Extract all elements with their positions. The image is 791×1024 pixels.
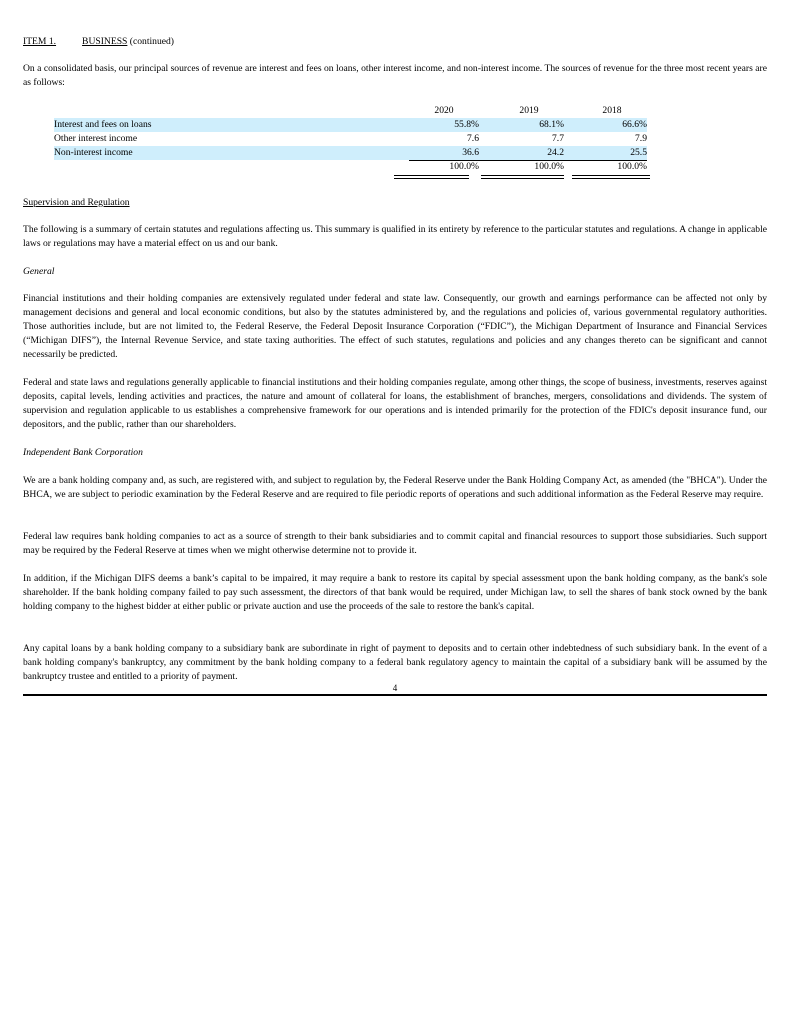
row-value: 68.1% (539, 119, 564, 130)
item-heading (23, 35, 174, 49)
intro-paragraph: On a consolidated basis, our principal sources of revenue are interest and fees on loans, other interest income, and non-interest income. The sources of revenue for the three most recent years are as follows: (23, 63, 767, 88)
ibc-paragraph-3: In addition, if the Michigan DIFS deems a bank’s capital to be impaired, it may require a bank to restore its capital by special assessment upon the bank holding company, as the bank's sole shareholder. If the bank holding company failed to pay such assessment, the directors of that bank would be required, under Michigan law, to sell the shares of bank stock owned by the bank holding company to the highest bidder at either public or private auction and use the proceeds of the sale to restore the bank's capital. (23, 573, 767, 612)
year-header: 2020 (434, 105, 454, 116)
row-label: Non-interest income (54, 147, 133, 158)
ibc-paragraph-2: Federal law requires bank holding companies to act as a source of strength to their bank subsidiaries and to commit capital and financial resources to support those subsidiaries. Such support may be required by the Federal Reserve at times when we might otherwise determine not to provide it. (23, 531, 767, 556)
footer-rule (23, 694, 767, 696)
total-value: 100.0% (449, 161, 479, 172)
ibc-paragraph-1: We are a bank holding company and, as such, are registered with, and subject to regulation by, the Federal Reserve under the Bank Holding Company Act, as amended (the "BHCA"). Under the BHCA, we are subject to periodic examination by the Federal Reserve and are required to file periodic reports of operations and such additional information as the Federal Reserve may require. (23, 475, 767, 500)
table-row (54, 146, 647, 160)
table-header-row (54, 104, 647, 118)
subsection-title-ibc: Independent Bank Corporation (23, 447, 143, 458)
total-value: 100.0% (534, 161, 564, 172)
row-value: 7.6 (467, 133, 479, 144)
total-value: 100.0% (617, 161, 647, 172)
total-double-rule (572, 175, 650, 179)
row-value: 7.9 (635, 133, 647, 144)
general-paragraph-2: Federal and state laws and regulations generally applicable to financial institutions and their holding companies regulate, among other things, the scope of business, investments, reserves against deposits, capital levels, lending activities and practices, the nature and amount of collateral for loans, the establishment of branches, mergers, consolidations and dividends. The system of supervision and regulation applicable to us establishes a comprehensive framework for our operations and is intended primarily for the protection of the FDIC's deposit insurance fund, our depositors, and the public, rather than our shareholders. (23, 377, 767, 430)
row-label: Other interest income (54, 133, 138, 144)
row-value: 25.5 (630, 147, 647, 158)
year-header: 2018 (602, 105, 622, 116)
total-double-rule (394, 175, 469, 179)
subsection-title-general: General (23, 266, 55, 277)
total-double-rule (481, 175, 564, 179)
supervision-paragraph: The following is a summary of certain statutes and regulations affecting us. This summary is qualified in its entirety by reference to the particular statutes and regulations. A change in applicable laws or regulations may have a material effect on us and our bank. (23, 224, 767, 249)
item-number: ITEM 1. (23, 36, 57, 47)
table-row (54, 132, 647, 146)
row-value: 36.6 (462, 147, 479, 158)
totals-row (54, 160, 647, 174)
row-value: 66.6% (622, 119, 647, 130)
item-title: BUSINESS (82, 36, 128, 47)
table-row (54, 118, 647, 132)
item-title-suffix: (continued) (129, 36, 175, 47)
page-number: 4 (392, 683, 398, 693)
row-label: Interest and fees on loans (54, 119, 152, 130)
row-value: 24.2 (547, 147, 564, 158)
section-title-supervision: Supervision and Regulation (23, 197, 130, 208)
ibc-paragraph-4: Any capital loans by a bank holding company to a subsidiary bank are subordinate in right of payment to deposits and to certain other indebtedness of such subsidiary bank. In the event of a bank holding company's bankruptcy, any commitment by the bank holding company to a federal bank regulatory agency to maintain the capital of a subsidiary bank will be assumed by the bankruptcy trustee and entitled to a priority of payment. (23, 643, 767, 682)
row-value: 7.7 (552, 133, 564, 144)
row-value: 55.8% (454, 119, 479, 130)
revenue-sources-table (54, 104, 647, 174)
general-paragraph-1: Financial institutions and their holding companies are extensively regulated under federal and state law. Consequently, our growth and earnings performance can be affected not only by management decisions and general and local economic conditions, but also by the statutes administered by, and the regulations and policies of, various governmental regulatory authorities. Those authorities include, but are not limited to, the Federal Reserve, the Federal Deposit Insurance Corporation (“FDIC”), the Michigan Department of Insurance and Financial Services (“Michigan DIFS”), the Internal Revenue Service, and state taxing authorities. The effect of such statutes, regulations and policies and any changes thereto can be significant and cannot necessarily be predicted. (23, 293, 767, 360)
year-header: 2019 (519, 105, 539, 116)
